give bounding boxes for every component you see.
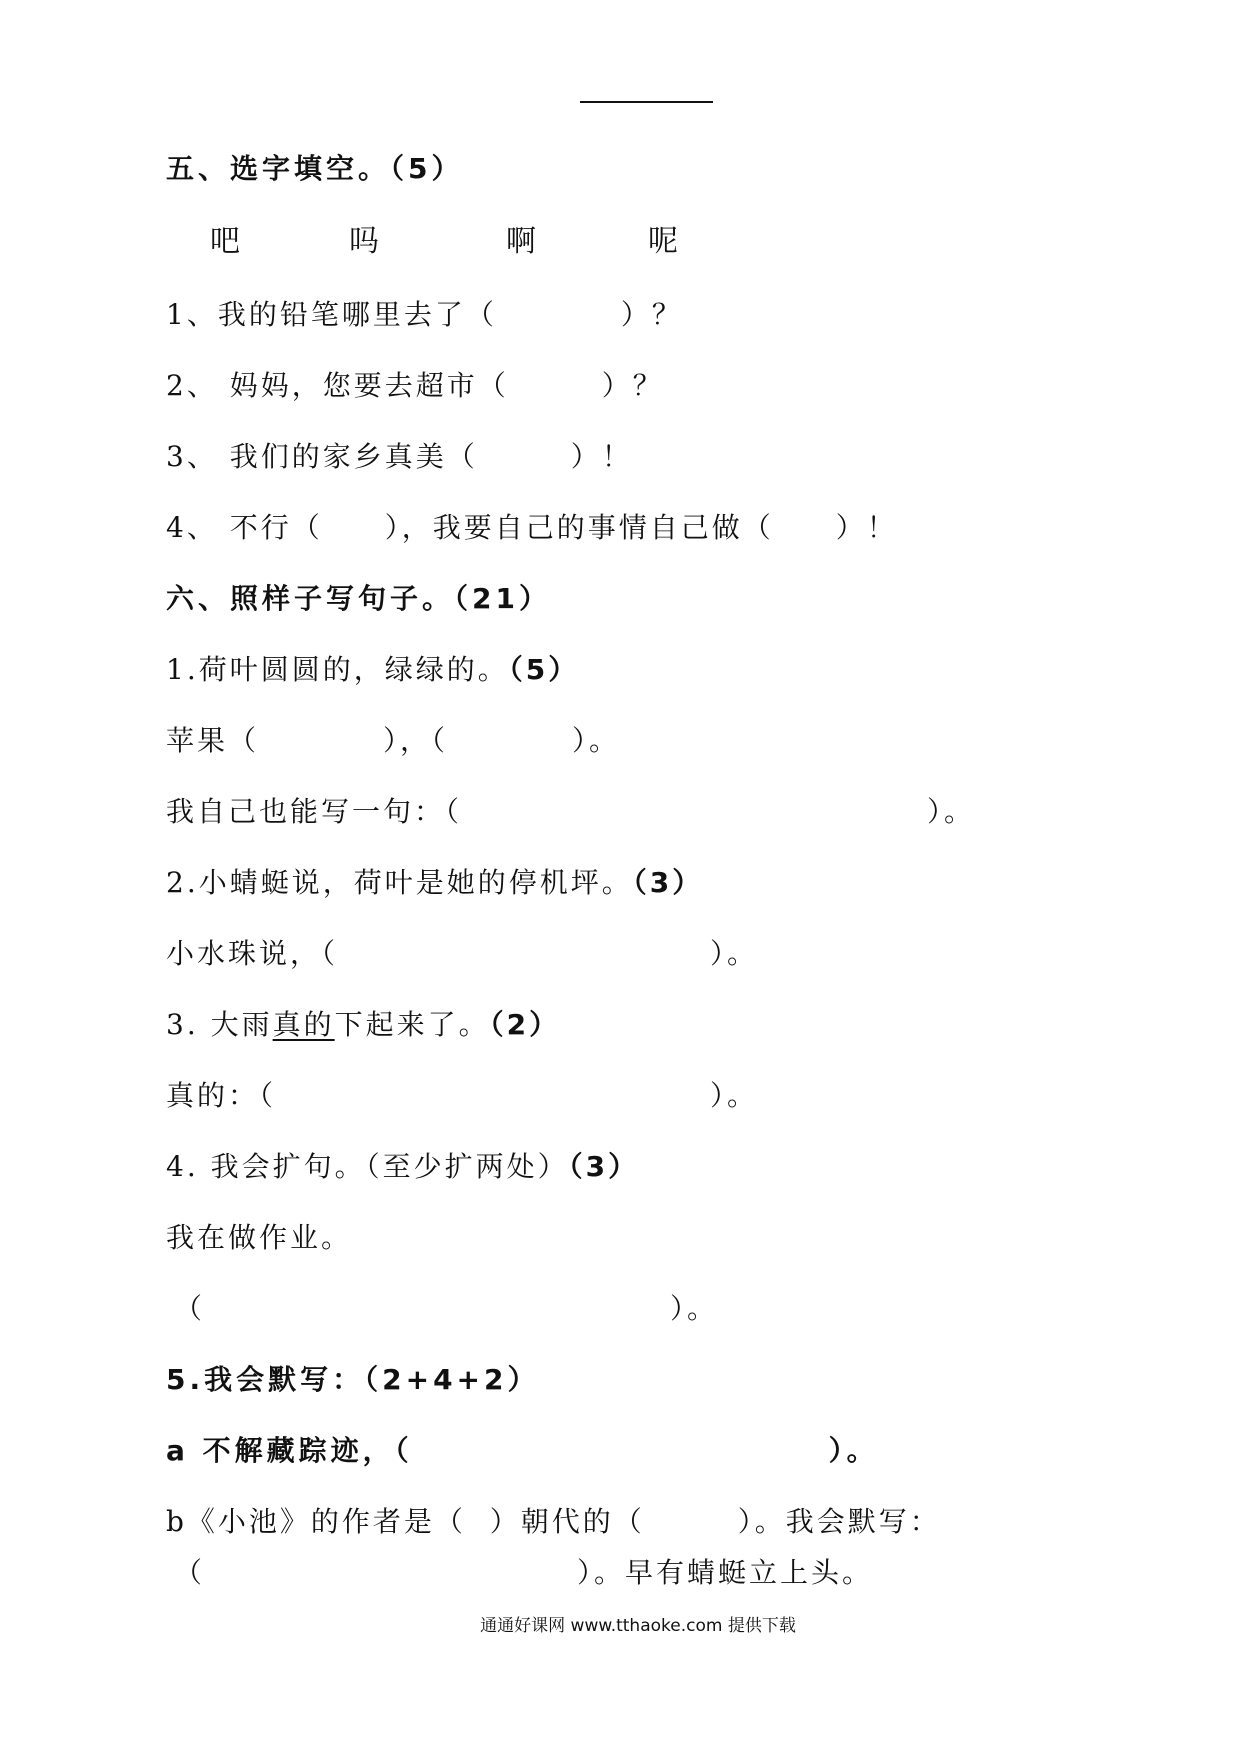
section5-item-1: 1、我的铅笔哪里去了（ ）？: [166, 298, 683, 331]
q1-line-1: 苹果（ ），（ ）。: [166, 724, 621, 757]
q1-prompt: [166, 653, 579, 687]
q5-item-a: a 不解藏踪迹，（ ）。: [166, 1434, 879, 1467]
q5-item-b-line-2: （ ）。早有蜻蜓立上头。: [174, 1556, 874, 1589]
q2-score: （3）: [632, 866, 704, 899]
q1-score: （5）: [508, 653, 580, 686]
section5-item-4: 4、 不行（ ），我要自己的事情自己做（ ）！: [166, 511, 898, 544]
q3-underlined-word: 真的: [272, 1008, 335, 1041]
q4-line-2: （ ）。: [174, 1292, 719, 1325]
q4-prompt: [166, 1150, 639, 1184]
q3-prompt: [166, 1008, 560, 1042]
q4-score: （3）: [568, 1150, 640, 1183]
q4-prompt-text: 4. 我会扩句。（至少扩两处）: [166, 1150, 569, 1183]
choice-row: [0, 225, 1240, 265]
choice-ba: 吧: [210, 224, 240, 259]
q1-prompt-text: 1.荷叶圆圆的，绿绿的。: [166, 653, 509, 686]
q4-line-1: 我在做作业。: [166, 1221, 353, 1254]
section5-item-2: 2、 妈妈，您要去超市（ ）？: [166, 369, 664, 402]
q2-prompt: [166, 866, 703, 900]
q3-line-1: 真的：（ ）。: [166, 1079, 759, 1112]
q5-title: 5.我会默写：（2+4+2）: [166, 1363, 540, 1396]
section5-item-3: 3、 我们的家乡真美（ ）！: [166, 440, 633, 473]
choice-ma: 吗: [349, 224, 379, 259]
q2-line-1: 小水珠说，（ ）。: [166, 937, 759, 970]
section6-title: 六、照样子写句子。（21）: [166, 582, 551, 615]
section5-title: 五、选字填空。（5）: [166, 152, 464, 185]
q5-item-b-line-1: b《小池》的作者是（ ）朝代的（ ）。我会默写：: [166, 1505, 941, 1538]
q3-score: （2）: [489, 1008, 561, 1041]
q1-line-2: 我自己也能写一句：（ ）。: [166, 795, 976, 828]
top-rule: [580, 101, 713, 103]
q3-prompt-post: 下起来了。: [334, 1008, 490, 1041]
choice-a: 啊: [506, 224, 536, 259]
footer-credit: 通通好课网 www.tthaoke.com 提供下载: [480, 1616, 796, 1636]
choice-ne: 呢: [648, 224, 678, 259]
q2-prompt-text: 2.小蜻蜓说，荷叶是她的停机坪。: [166, 866, 633, 899]
q3-prompt-pre: 3. 大雨: [166, 1008, 273, 1041]
